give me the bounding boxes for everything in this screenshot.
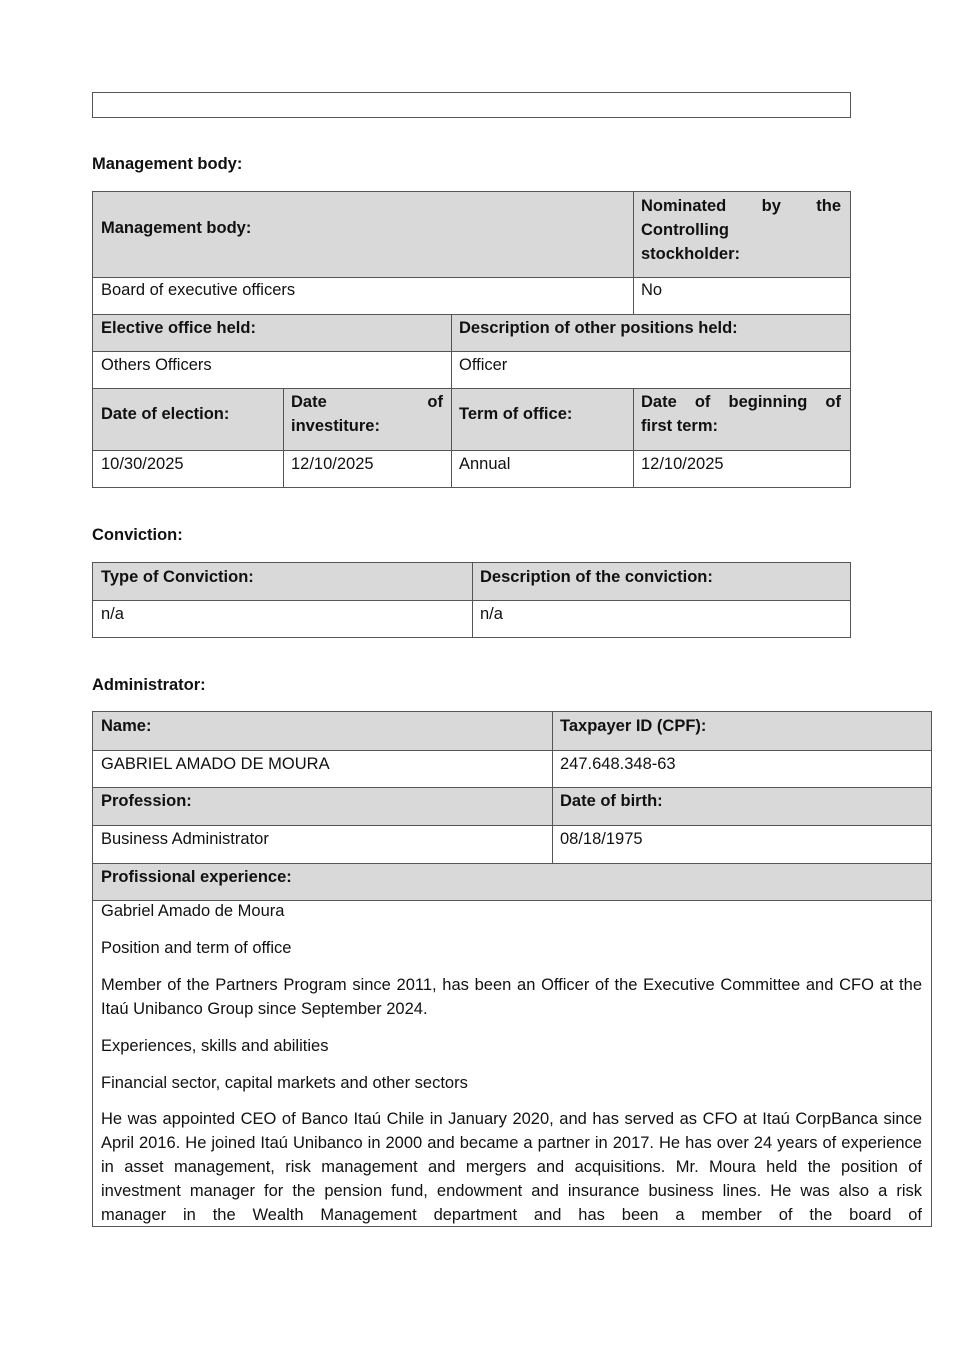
header-term-office: Term of office:	[459, 405, 573, 423]
experience-paragraph: Member of the Partners Program since 2011, has been an Officer of the Executive Committee and CFO at the Itaú Unibanco Group since September 2024.	[101, 976, 922, 1018]
experience-paragraph: Gabriel Amado de Moura	[101, 902, 285, 920]
header-date-first-term-line2: first term:	[641, 417, 719, 435]
header-nominated-line2: Controlling	[641, 221, 729, 239]
value-birth: 08/18/1975	[560, 830, 643, 848]
value-elective-office: Others Officers	[101, 356, 212, 374]
experience-paragraph: Experiences, skills and abilities	[101, 1037, 329, 1055]
header-birth: Date of birth:	[560, 792, 663, 810]
header-experience: Profissional experience:	[101, 868, 292, 886]
experience-paragraph: He was appointed CEO of Banco Itaú Chile in January 2020, and has served as CFO at Itaú CorpBanca since April 2016. He joined Itaú Unibanco in 2000 and became a partner in 2017. He has over 24 years of experience in asset management, risk management and mergers and acquisitions. Mr. Moura held the position of investment manager for the pension fund, endowment and insurance business lines. He was also a risk manager in the Wealth Management department and has been a member of the board of	[101, 1110, 922, 1224]
experience-paragraph: Financial sector, capital markets and other sectors	[101, 1074, 468, 1092]
management-body-table	[92, 191, 851, 488]
management-body-title: Management body:	[92, 155, 243, 173]
header-date-first-term-line1: Date of beginning of	[641, 393, 841, 411]
header-date-election: Date of election:	[101, 405, 230, 423]
value-date-election: 10/30/2025	[101, 455, 184, 473]
header-date-investiture-line2: investiture:	[291, 417, 380, 435]
value-cpf: 247.648.348-63	[560, 755, 676, 773]
administrator-title: Administrator:	[92, 676, 206, 694]
header-conviction-type: Type of Conviction:	[101, 568, 254, 586]
conviction-title: Conviction:	[92, 526, 183, 544]
header-name: Name:	[101, 717, 152, 735]
value-profession: Business Administrator	[101, 830, 269, 848]
header-date-investiture-line1: Date of	[291, 393, 443, 411]
value-date-first-term: 12/10/2025	[641, 455, 724, 473]
header-cpf: Taxpayer ID (CPF):	[560, 717, 707, 735]
value-other-positions: Officer	[459, 356, 508, 374]
value-nominated: No	[641, 281, 663, 299]
header-profession: Profession:	[101, 792, 192, 810]
header-other-positions: Description of other positions held:	[459, 319, 738, 337]
empty-top-box	[92, 92, 851, 118]
header-nominated-line3: stockholder:	[641, 245, 741, 263]
value-conviction-type: n/a	[101, 605, 124, 623]
conviction-table	[92, 562, 851, 638]
header-date-first-term	[633, 388, 850, 440]
header-management-body: Management body:	[101, 219, 252, 237]
experience-paragraph: Position and term of office	[101, 939, 292, 957]
header-elective-office: Elective office held:	[101, 319, 256, 337]
header-date-investiture	[283, 388, 451, 440]
value-management-body: Board of executive officers	[101, 281, 296, 299]
header-nominated-line1: Nominated by the	[641, 197, 841, 215]
value-term-office: Annual	[459, 455, 511, 473]
value-conviction-description: n/a	[480, 605, 503, 623]
value-name: GABRIEL AMADO DE MOURA	[101, 755, 330, 773]
header-conviction-description: Description of the conviction:	[480, 568, 713, 586]
header-nominated	[633, 192, 850, 268]
value-date-investiture: 12/10/2025	[291, 455, 374, 473]
